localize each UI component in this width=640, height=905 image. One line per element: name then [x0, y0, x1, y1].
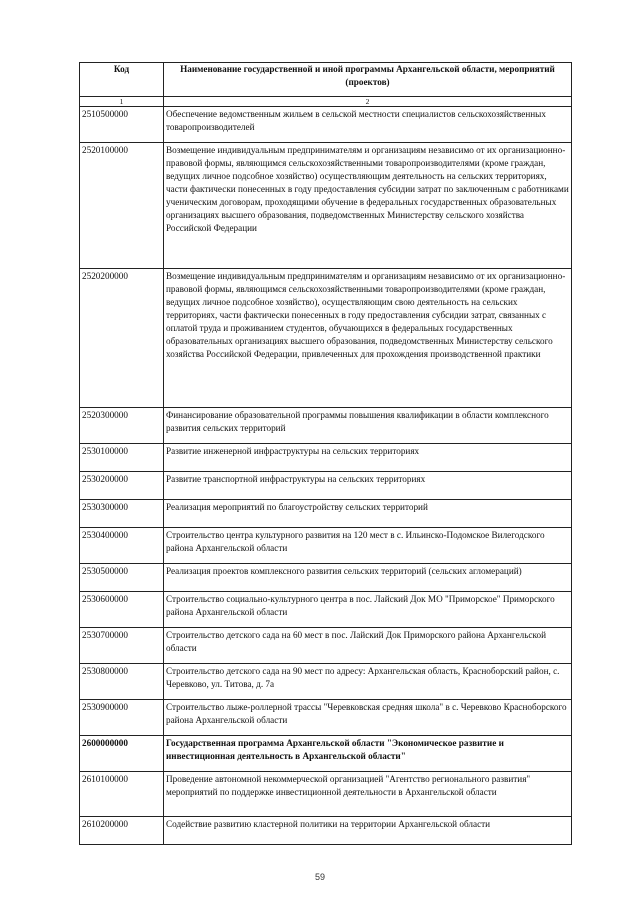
row-code: 2530500000: [80, 564, 164, 592]
row-code: 2530100000: [80, 444, 164, 472]
header-code: Код: [80, 63, 164, 97]
row-code: 2530800000: [80, 664, 164, 700]
row-code: 2530300000: [80, 500, 164, 528]
column-number-1: 1: [80, 97, 164, 107]
column-number-row: [80, 97, 572, 107]
row-name: Развитие инженерной инфраструктуры на сельских территориях: [164, 444, 572, 472]
table-row: [80, 107, 572, 143]
row-code: 2530900000: [80, 700, 164, 736]
row-name: Проведение автономной некоммерческой организацией "Агентство регионального развития" мероприятий по поддержке инвестиционной деятельности в Архангельской области: [164, 772, 572, 817]
row-code: 2600000000: [80, 736, 164, 772]
column-number-2: 2: [164, 97, 572, 107]
row-name: Строительство социально-культурного центра в пос. Лайский Док МО "Приморское" Приморского района Архангельской области: [164, 592, 572, 628]
row-code: 2520100000: [80, 143, 164, 269]
table-row: [80, 500, 572, 528]
row-name: Обеспечение ведомственным жильем в сельской местности специалистов сельскохозяйственных товаропроизводителей: [164, 107, 572, 143]
row-name: Возмещение индивидуальным предпринимателям и организациям независимо от их организационно-правовой формы, являющимся сельскохозяйственными товаропроизводителями (кроме граждан, ведущих личное подсобное хозяйство) осуществляющим деятельность на сельских территориях, части фактически понесенных в году предоставления субсидии затрат по заключенным с работниками ученическим договорам, проходящими обучение в федеральных государственных образовательных организациях высшего образования, подведомственных Министерству сельского хозяйства Российской Федерации: [164, 143, 572, 269]
row-name: Строительство лыже-роллерной трассы "Черевковская средняя школа" в с. Черевково Красноборского района Архангельской области: [164, 700, 572, 736]
page-number: 59: [314, 872, 325, 882]
table-row: [80, 817, 572, 845]
row-code: 2530400000: [80, 528, 164, 564]
row-name: Реализация мероприятий по благоустройству сельских территорий: [164, 500, 572, 528]
row-code: 2520300000: [80, 408, 164, 444]
row-name: Строительство детского сада на 90 мест по адресу: Архангельская область, Красноборский район, с. Черевково, ул. Титова, д. 7а: [164, 664, 572, 700]
table-row: [80, 564, 572, 592]
row-code: 2530200000: [80, 472, 164, 500]
row-name: Содействие развитию кластерной политики на территории Архангельской области: [164, 817, 572, 845]
row-code: 2520200000: [80, 269, 164, 408]
table-row: [80, 592, 572, 628]
row-name: Возмещение индивидуальным предпринимателям и организациям независимо от их организационно-правовой формы, являющимся сельскохозяйственными товаропроизводителями (кроме граждан, ведущих личное подсобное хозяйство), осуществляющим свою деятельность на сельских территориях, части фактически понесенных в году предоставления субсидии затрат, связанных с оплатой труда и проживанием студентов, обучающихся в федеральных государственных образовательных организациях высшего образования, подведомственных Министерству сельского хозяйства Российской Федерации, привлеченных для прохождения производственной практики: [164, 269, 572, 408]
table-row: [80, 772, 572, 817]
row-name: Строительство детского сада на 60 мест в пос. Лайский Док Приморского района Архангельской области: [164, 628, 572, 664]
row-code: 2510500000: [80, 107, 164, 143]
row-name: Финансирование образовательной программы повышения квалификации в области комплексного развития сельских территорий: [164, 408, 572, 444]
table-row: [80, 444, 572, 472]
row-name: Развитие транспортной инфраструктуры на сельских территориях: [164, 472, 572, 500]
table-row: [80, 664, 572, 700]
header-name: Наименование государственной и иной программы Архангельской области, мероприятий (проектов): [164, 63, 572, 97]
table-row: [80, 628, 572, 664]
table-row: [80, 408, 572, 444]
table-row: [80, 143, 572, 269]
row-code: 2610100000: [80, 772, 164, 817]
row-name: Государственная программа Архангельской области "Экономическое развитие и инвестиционная деятельность в Архангельской области": [164, 736, 572, 772]
table-row: [80, 269, 572, 408]
row-code: 2530600000: [80, 592, 164, 628]
row-name: Реализация проектов комплексного развития сельских территорий (сельских агломераций): [164, 564, 572, 592]
row-code: 2530700000: [80, 628, 164, 664]
table-header-row: [80, 63, 572, 97]
row-name: Строительство центра культурного развития на 120 мест в с. Ильинско-Подомское Вилегодского района Архангельской области: [164, 528, 572, 564]
table-row: [80, 700, 572, 736]
table-row: [80, 472, 572, 500]
table-row: [80, 736, 572, 772]
budget-classification-table: [79, 62, 572, 845]
row-code: 2610200000: [80, 817, 164, 845]
table-row: [80, 528, 572, 564]
